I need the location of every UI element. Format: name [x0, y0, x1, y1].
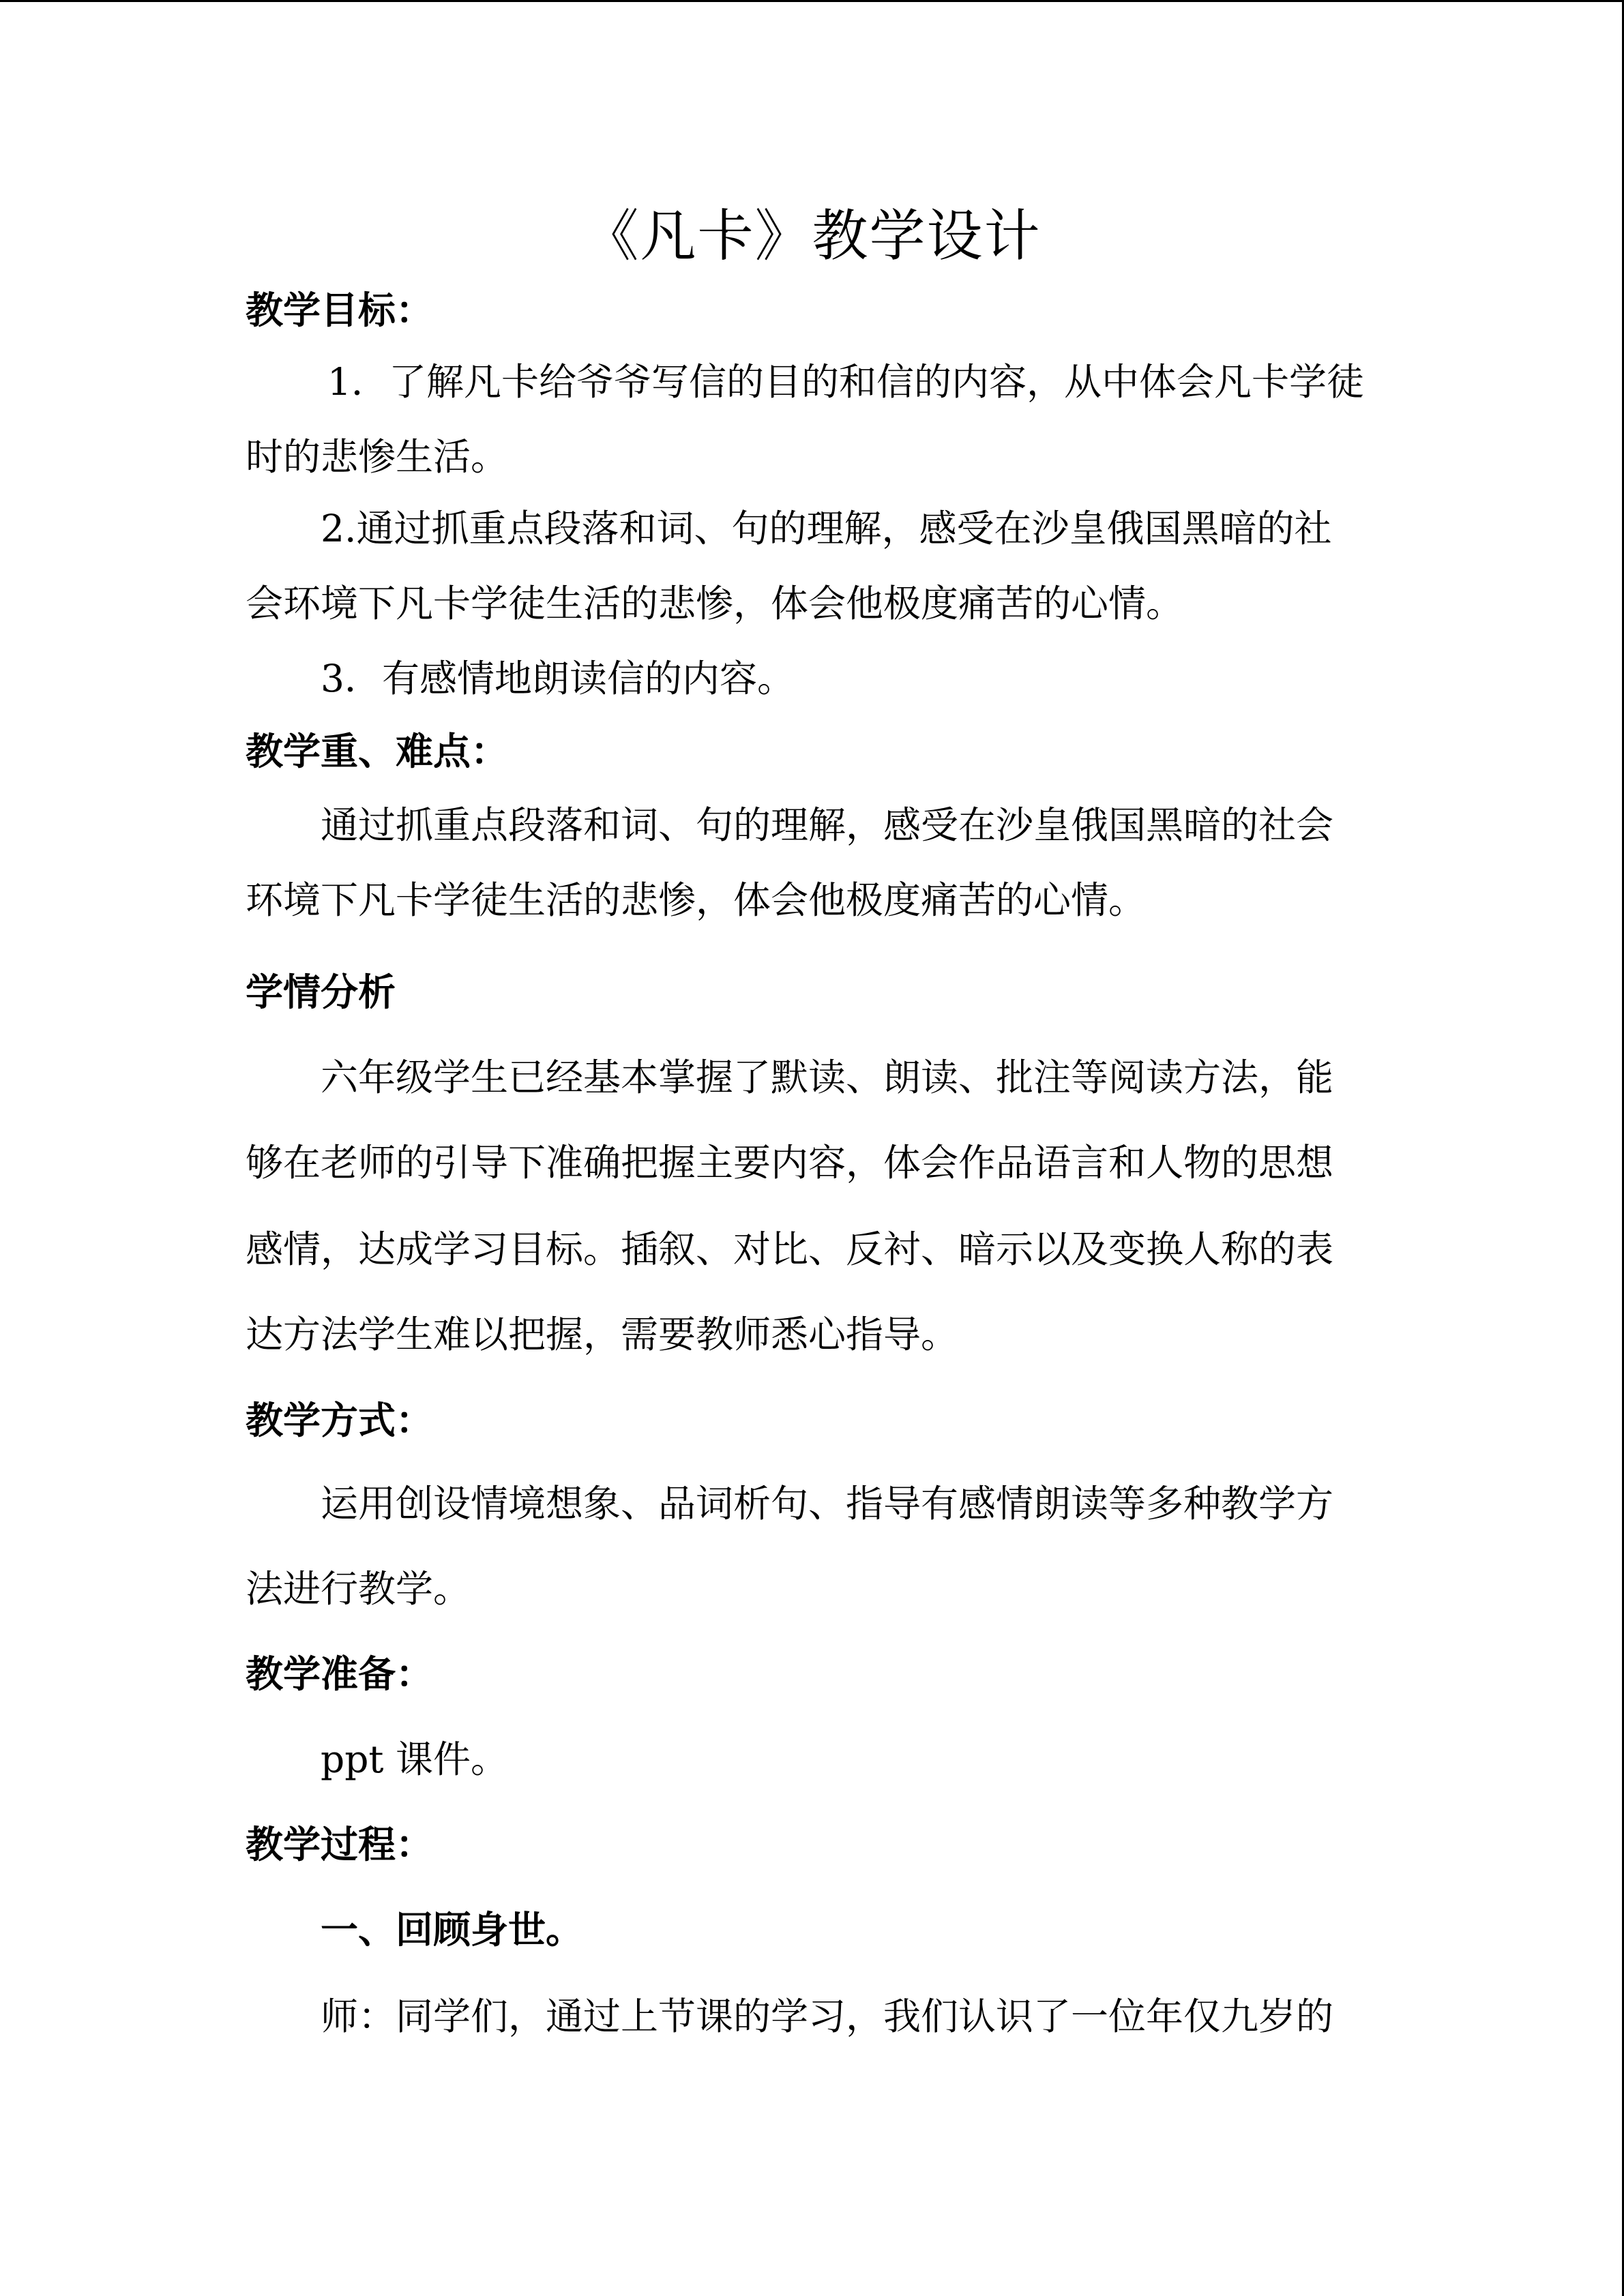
objectives-heading: 教学目标： — [246, 288, 434, 332]
analysis-line-2: 够在老师的引导下准确把握主要内容，体会作品语言和人物的思想 — [246, 1141, 1334, 1184]
preparation-line-1: ppt 课件。 — [321, 1738, 509, 1781]
document-title: 《凡卡》教学设计 — [582, 204, 1042, 269]
methods-line-2: 法进行教学。 — [246, 1567, 471, 1611]
key-points-line-1: 通过抓重点段落和词、句的理解，感受在沙皇俄国黑暗的社会 — [321, 803, 1334, 847]
analysis-line-3: 感情，达成学习目标。插叙、对比、反衬、暗示以及变换人称的表 — [246, 1227, 1334, 1271]
objective-1-line-2: 时的悲惨生活。 — [246, 435, 509, 479]
analysis-heading: 学情分析 — [246, 970, 396, 1014]
key-points-line-2: 环境下凡卡学徒生活的悲惨，体会他极度痛苦的心情。 — [246, 878, 1147, 922]
analysis-line-4: 达方法学生难以把握，需要教师悉心指导。 — [246, 1313, 959, 1356]
key-points-heading: 教学重、难点： — [246, 729, 509, 773]
methods-line-1: 运用创设情境想象、品词析句、指导有感情朗读等多种教学方 — [321, 1482, 1334, 1525]
objective-2-line-1: 2.通过抓重点段落和词、句的理解，感受在沙皇俄国黑暗的社 — [321, 507, 1332, 550]
process-step-1-heading: 一、回顾身世。 — [321, 1907, 584, 1952]
process-step-1-line-1: 师：同学们，通过上节课的学习，我们认识了一位年仅九岁的 — [321, 1995, 1334, 2038]
objective-2-line-2: 会环境下凡卡学徒生活的悲惨，体会他极度痛苦的心情。 — [246, 582, 1184, 625]
objective-3-line-1: 3．有感情地朗读信的内容。 — [321, 657, 795, 700]
process-heading: 教学过程： — [246, 1822, 434, 1866]
preparation-heading: 教学准备： — [246, 1652, 434, 1696]
methods-heading: 教学方式： — [246, 1398, 434, 1442]
analysis-line-1: 六年级学生已经基本掌握了默读、朗读、批注等阅读方法，能 — [321, 1056, 1334, 1099]
objective-1-line-1: 1．了解凡卡给爷爷写信的目的和信的内容，从中体会凡卡学徒 — [327, 360, 1364, 404]
